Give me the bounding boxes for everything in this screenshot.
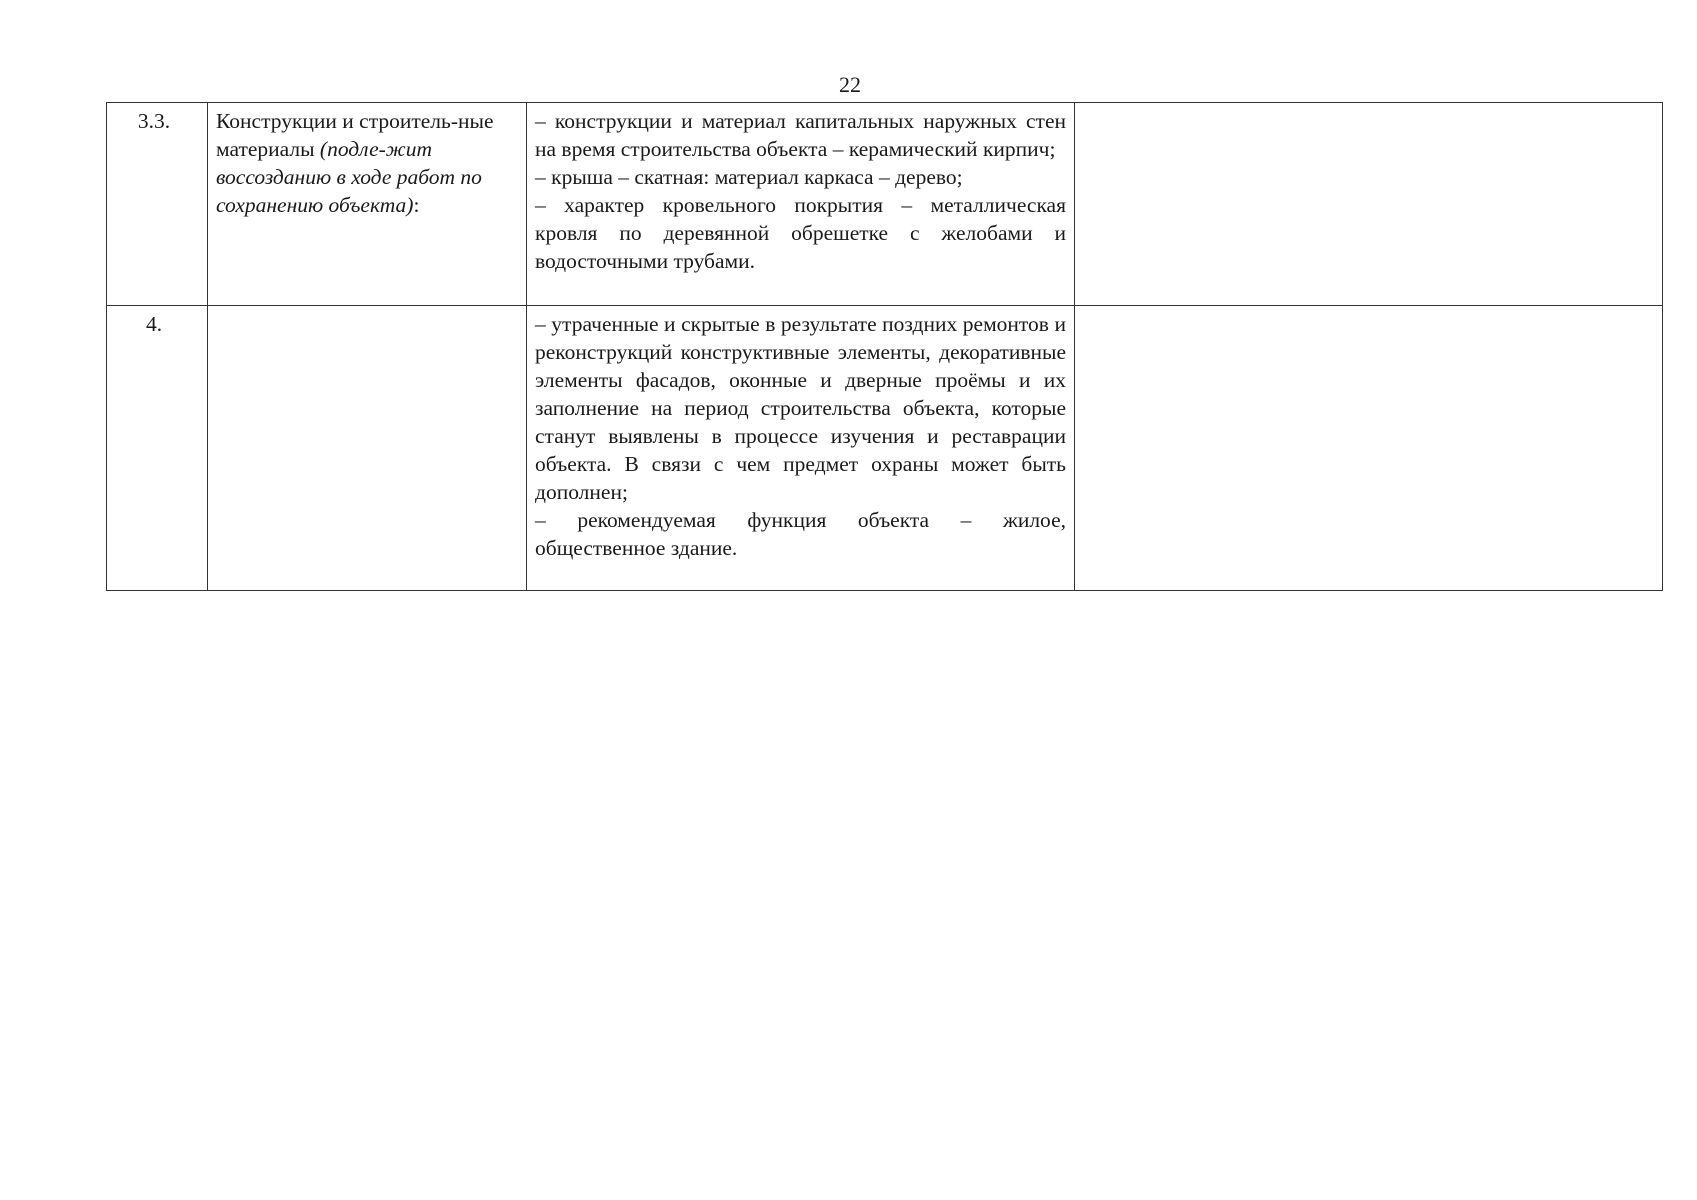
- row-name-tail: :: [413, 193, 420, 217]
- table-row: [107, 306, 1663, 591]
- row-extra-cell: [1075, 103, 1663, 306]
- row-number-cell: [107, 306, 208, 591]
- description-item: – утраченные и скрытые в результате поздних ремонтов и реконструкций конструктивные элементы, декоративные элементы фасадов, оконные и дверные проёмы и их заполнение на период строительства объекта, которые станут выявлены в процессе изучения и реставрации объекта. В связи с чем предмет охраны может быть дополнен;: [535, 312, 1066, 504]
- description-item: – конструкции и материал капитальных наружных стен на время строительства объекта – керамический кирпич;: [535, 109, 1066, 161]
- row-name: [216, 107, 518, 219]
- description-item: – рекомендуемая функция объекта – жилое, общественное здание.: [535, 508, 1066, 560]
- row-description-cell: [527, 103, 1075, 306]
- row-number-cell: [107, 103, 208, 306]
- row-name-italic: (подле-жит воссозданию в ходе работ по сохранению объекта): [216, 137, 482, 217]
- row-name-cell: [208, 306, 527, 591]
- page-number: 22: [839, 72, 861, 97]
- row-name-cell: [208, 103, 527, 306]
- table-row: [107, 103, 1663, 306]
- row-description-cell: [527, 306, 1075, 591]
- description-item: – характер кровельного покрытия – металлическая кровля по деревянной обрешетке с желобами и водосточными трубами.: [535, 193, 1066, 273]
- row-name-plain: Конструкции и строитель-ные материалы: [216, 109, 494, 161]
- row-extra-cell: [1075, 306, 1663, 591]
- row-number: 3.3.: [137, 109, 171, 133]
- protection-subject-table: [106, 102, 1663, 591]
- description-item: – крыша – скатная: материал каркаса – дерево;: [535, 165, 963, 189]
- row-number: 4.: [145, 312, 163, 336]
